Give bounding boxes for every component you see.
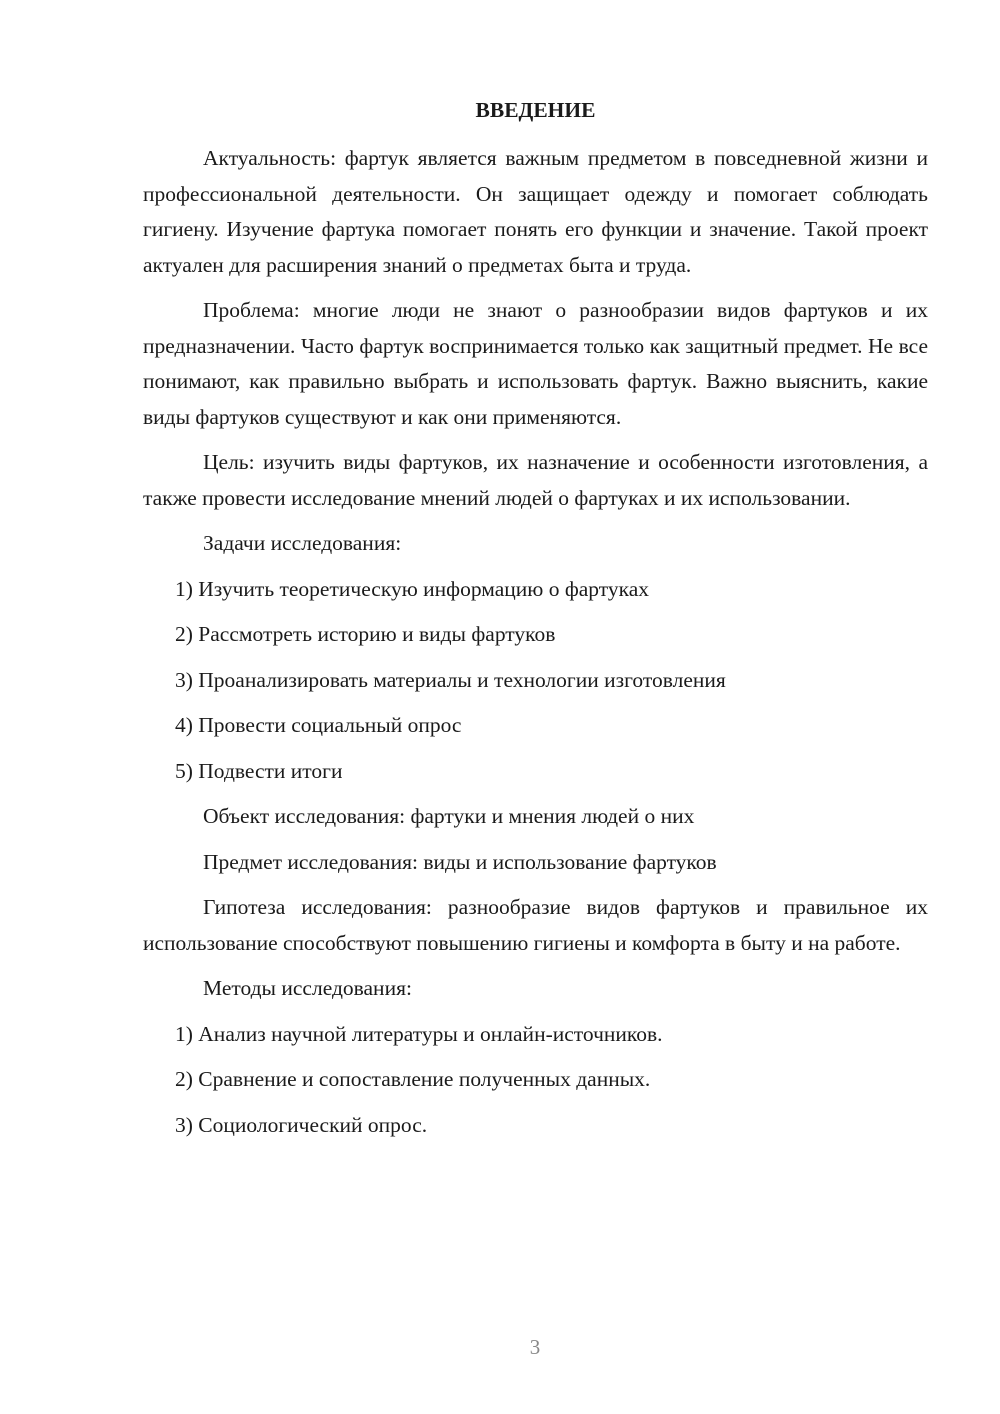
relevance-paragraph: Актуальность: фартук является важным предметом в повседневной жизни и профессиональной деятельности. Он защищает одежду и помогает соблюдать гигиену. Изучение фартука помогает понять его функции и значение. Такой проект актуален для расширения знаний о предметах быта и труда.	[143, 146, 928, 277]
list-item: 3) Проанализировать материалы и технологии изготовления	[175, 667, 726, 692]
subject-paragraph: Предмет исследования: виды и использование фартуков	[203, 849, 717, 874]
tasks-title: Задачи исследования:	[203, 531, 402, 555]
page-number: 3	[529, 1335, 541, 1359]
object-paragraph: Объект исследования: фартуки и мнения людей о них	[203, 804, 695, 828]
hypothesis-paragraph: Гипотеза исследования: разнообразие видов фартуков и правильное их использование способствуют повышению гигиены и комфорта в быту и на работе.	[143, 895, 928, 955]
problem-paragraph: Проблема: многие люди не знают о разнообразии видов фартуков и их предназначении. Часто фартук воспринимается только как защитный предмет. Не все понимают, как правильно выбрать и использовать фартук. Важно выяснить, какие виды фартуков существуют и как они применяются.	[143, 298, 928, 429]
document-page	[143, 95, 928, 1153]
list-item: 3) Социологический опрос.	[175, 1112, 428, 1137]
page-title: ВВЕДЕНИЕ	[475, 98, 596, 122]
methods-title: Методы исследования:	[203, 976, 412, 1000]
tasks-list	[143, 572, 928, 790]
list-item: 1) Изучить теоретическую информацию о фартуках	[175, 576, 650, 601]
methods-list	[143, 1017, 928, 1144]
list-item: 4) Провести социальный опрос	[175, 713, 462, 737]
list-item: 2) Рассмотреть историю и виды фартуков	[175, 622, 556, 646]
list-item: 2) Сравнение и сопоставление полученных данных.	[175, 1067, 651, 1091]
list-item: 5) Подвести итоги	[175, 758, 343, 783]
goal-paragraph: Цель: изучить виды фартуков, их назначение и особенности изготовления, а также провести исследование мнений людей о фартуках и их использовании.	[143, 450, 928, 510]
list-item: 1) Анализ научной литературы и онлайн-источников.	[175, 1021, 663, 1046]
